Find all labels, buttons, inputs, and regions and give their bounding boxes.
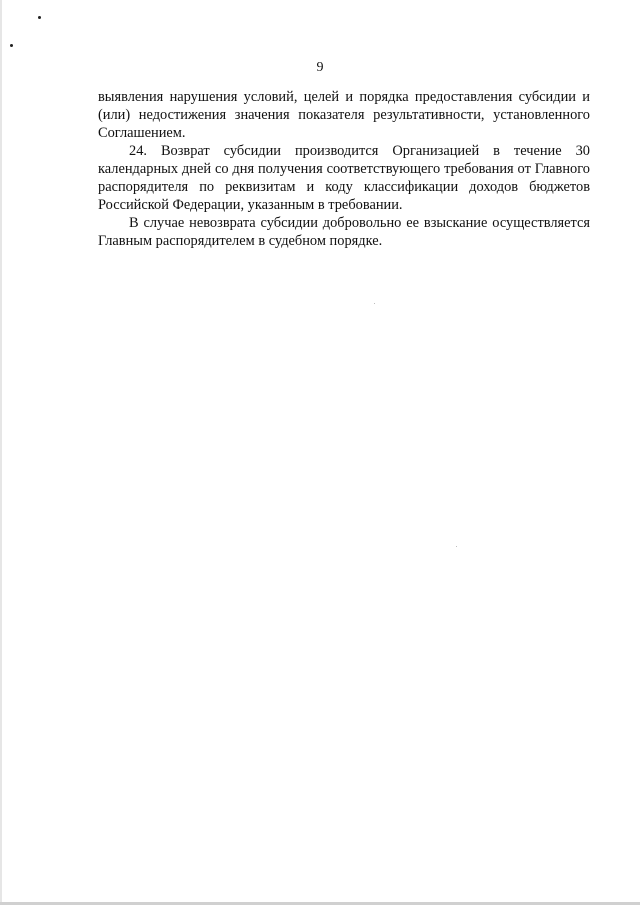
paragraph-continuation: выявления нарушения условий, целей и порядка предоставления субсидии и (или) недостижения значения показателя результативности, установленного Соглашением.: [98, 89, 590, 141]
paragraph-recovery: В случае невозврата субсидии добровольно ее взыскание осуществляется Главным распорядителем в судебном порядке.: [98, 215, 590, 249]
document-body: [98, 88, 590, 250]
paragraph-item-24: 24. Возврат субсидии производится Организацией в течение 30 календарных дней со дня получения соответствующего требования от Главного распорядителя по реквизитам и коду классификации доходов бюджетов Российской Федерации, указанным в требовании.: [98, 143, 590, 213]
scan-speck: [38, 16, 41, 19]
scan-speck: [374, 303, 375, 304]
scan-speck: [456, 546, 457, 547]
scan-left-edge: [0, 0, 2, 905]
page-number: 9: [316, 60, 324, 75]
scan-speck: [10, 44, 13, 47]
